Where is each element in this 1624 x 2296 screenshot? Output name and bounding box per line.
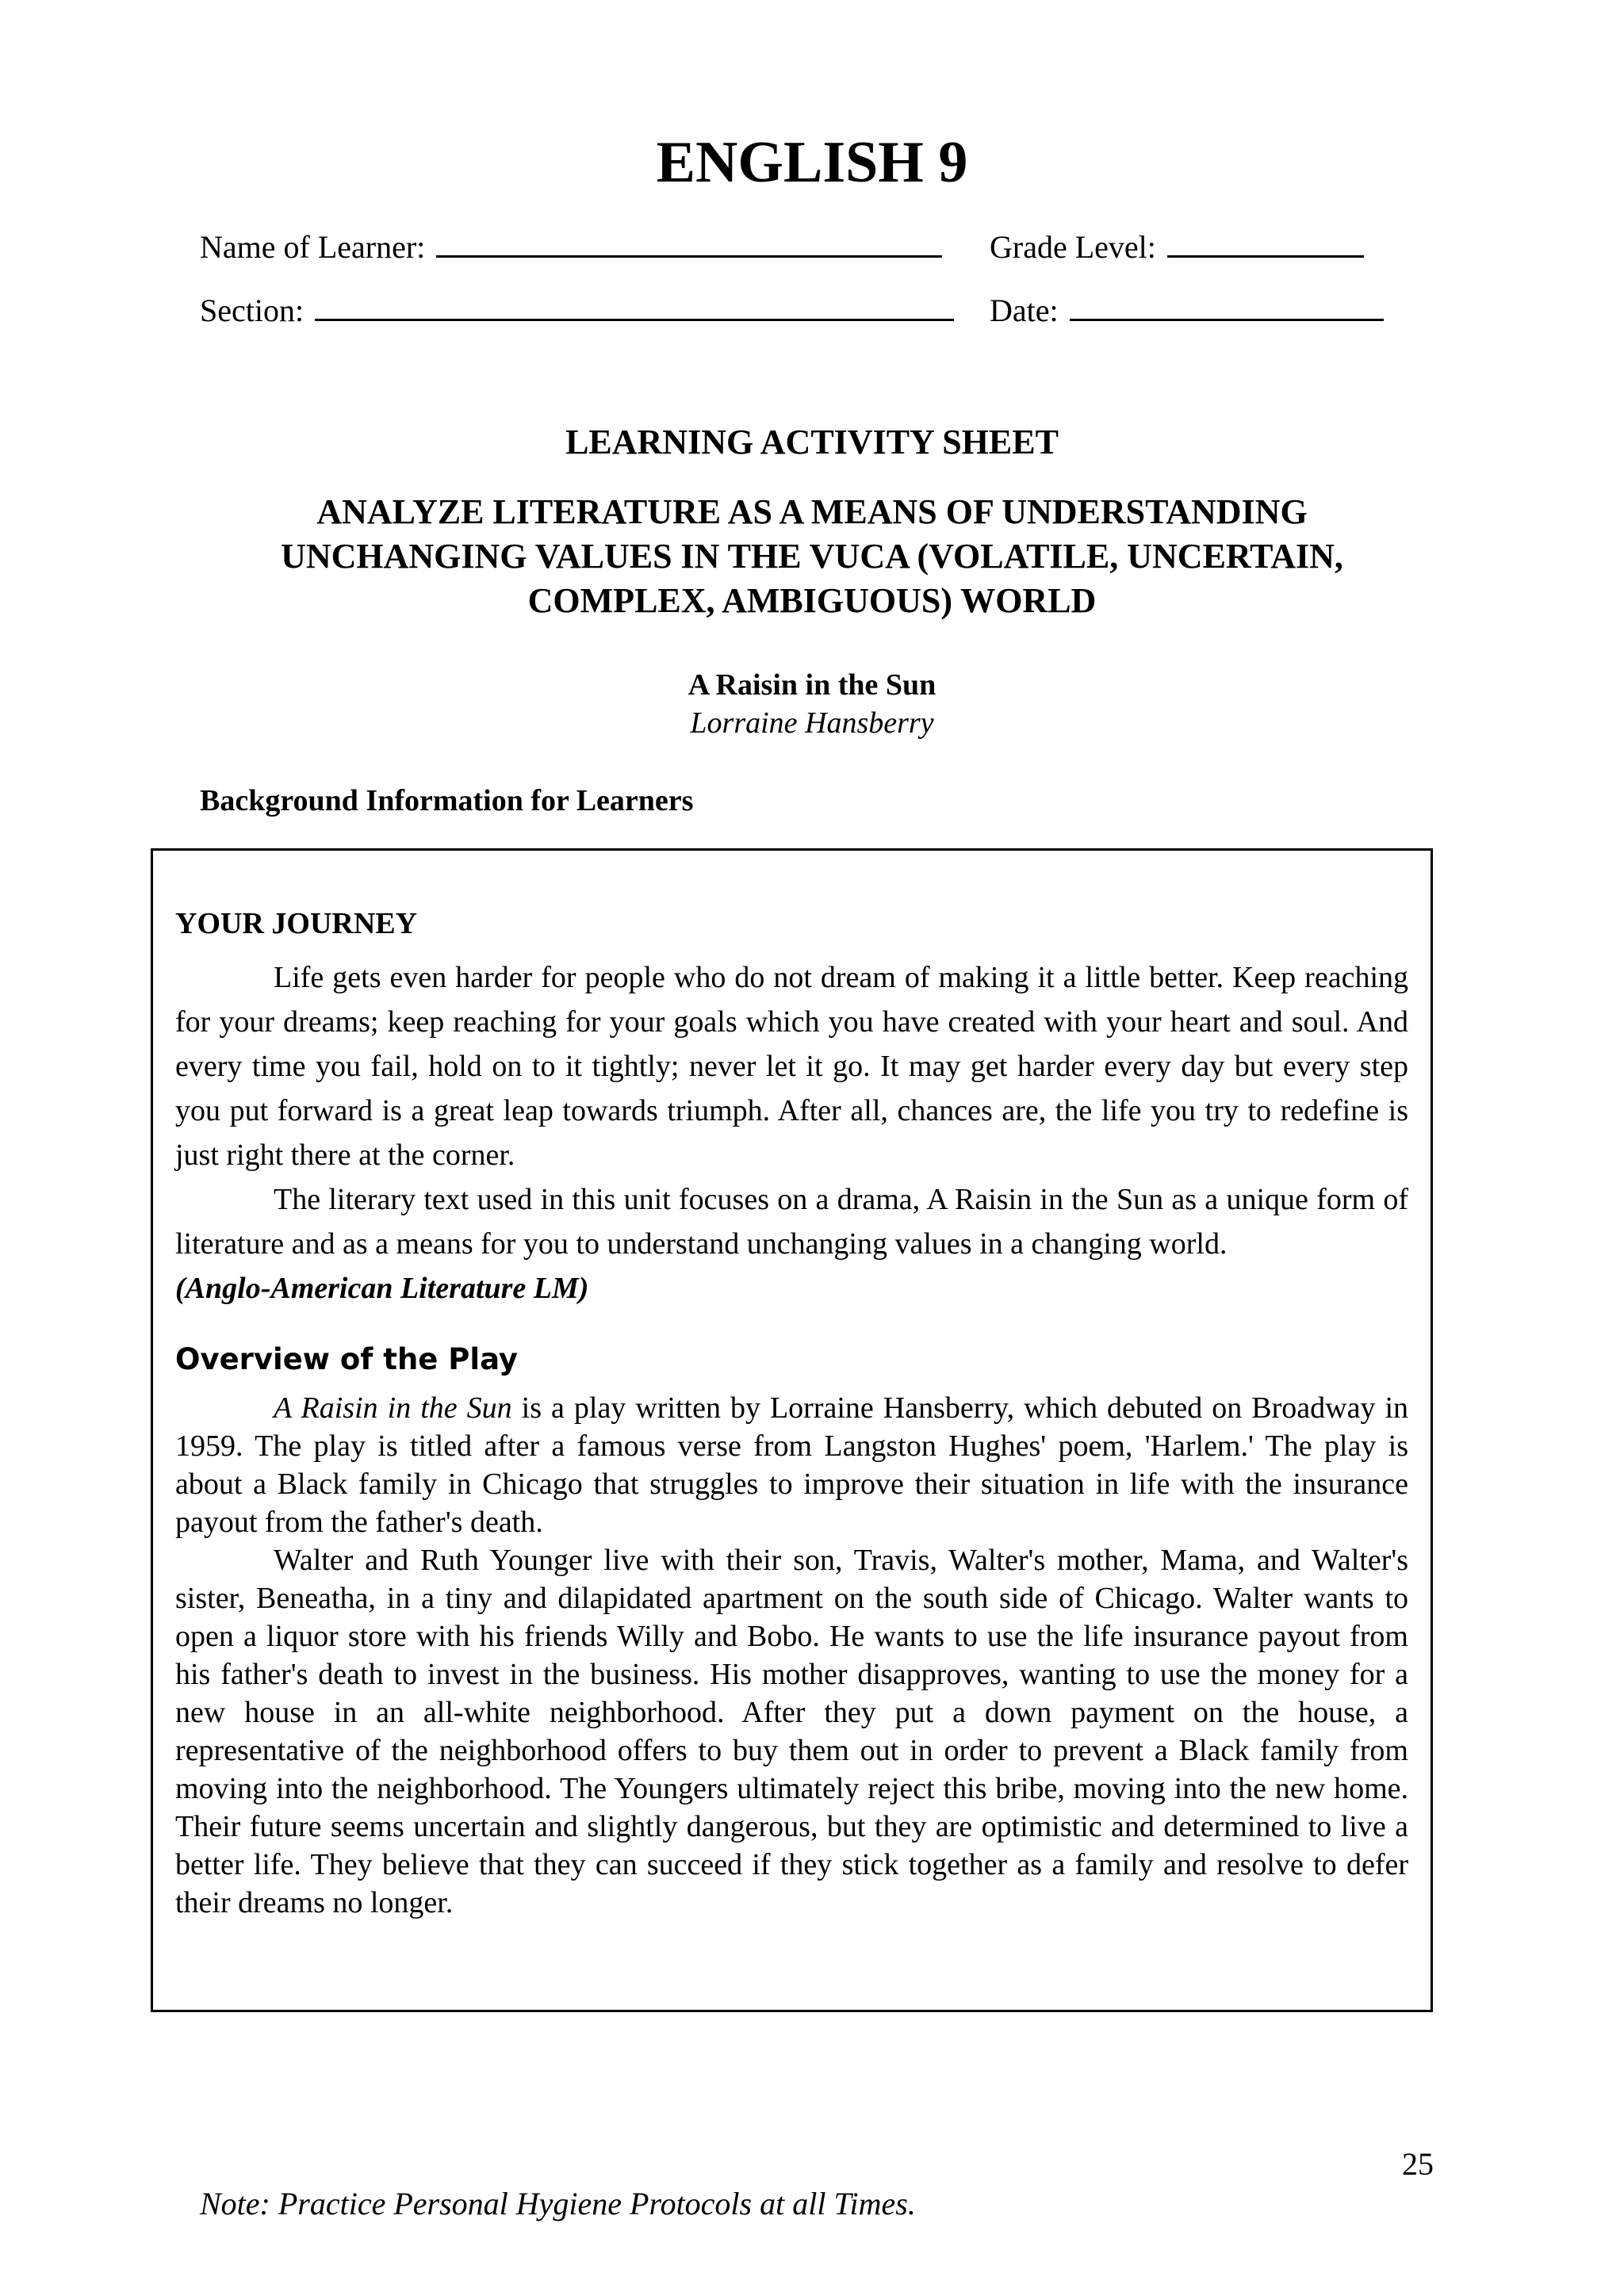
grade-label: Grade Level: (990, 229, 1156, 265)
objective-line-3: COMPLEX, AMBIGUOUS) WORLD (527, 581, 1097, 620)
name-label: Name of Learner: (200, 229, 426, 265)
citation: (Anglo-American Literature LM) (175, 1272, 589, 1305)
background-label: Background Information for Learners (200, 784, 694, 817)
date-label: Date: (990, 293, 1059, 328)
journey-paragraph-2: The literary text used in this unit focuses on a drama, A Raisin in the Sun as a unique form of literature and as a means for you to understand unchanging values in a changing world. (175, 1183, 1408, 1261)
journey-paragraph-1: Life gets even harder for people who do not dream of making it a little better. Keep reaching for your dreams; keep reaching for your goals which you have created with your heart and soul. And every time you fail, hold on to it tightly; never let it go. It may get harder every day but every step you put forward is a great leap towards triumph. After all, chances are, the life you try to redefine is just right there at the corner. (175, 961, 1408, 1172)
work-author: Lorraine Hansberry (690, 706, 934, 740)
work-title: A Raisin in the Sun (688, 668, 936, 702)
section-field[interactable] (200, 295, 954, 327)
section-label: Section: (200, 293, 304, 328)
overview-paragraph-2: Walter and Ruth Younger live with their son, Travis, Walter's mother, Mama, and Walter's sister, Beneatha, in a tiny and dilapidated apartment on the south side of Chicago. Walter wants to open a liquor store with his friends Willy and Bobo. He wants to use the life insurance payout from his father's death to invest in the business. His mother disapproves, wanting to use the money for a new house in an all-white neighborhood. After they put a down payment on the house, a representative of the neighborhood offers to buy them out in order to prevent a Black family from moving into the neighborhood. The Youngers ultimately reject this bribe, moving into the new home. Their future seems uncertain and slightly dangerous, but they are optimistic and determined to live a better life. They believe that they can succeed if they stick together as a family and resolve to defer their dreams no longer. (175, 1544, 1408, 1919)
sheet-label: LEARNING ACTIVITY SHEET (565, 423, 1059, 461)
name-blank[interactable] (436, 232, 942, 258)
name-field[interactable] (200, 229, 942, 265)
date-field[interactable] (990, 295, 1384, 327)
page-number: 25 (1402, 2146, 1434, 2182)
page-title: ENGLISH 9 (656, 130, 968, 195)
objective-line-2: UNCHANGING VALUES IN THE VUCA (VOLATILE, UNCERTAIN, (281, 537, 1343, 576)
play-title-italic: A Raisin in the Sun (274, 1391, 512, 1425)
objective-line-1: ANALYZE LITERATURE AS A MEANS OF UNDERSTANDING (316, 492, 1308, 531)
background-box-content (175, 906, 1408, 1922)
overview-paragraph-1-text: is a play written by Lorraine Hansberry, which debuted on Broadway in 1959. The play is titled after a famous verse from Langston Hughes' poem, 'Harlem.' The play is about a Black family in Chicago that struggles to improve their situation in life with the insurance payout from the father's death. (175, 1391, 1409, 1539)
grade-blank[interactable] (1167, 232, 1364, 258)
section-blank[interactable] (315, 295, 954, 321)
footer-note: Note: Practice Personal Hygiene Protocols at all Times. (200, 2186, 916, 2221)
journey-heading: YOUR JOURNEY (175, 907, 418, 940)
overview-heading: Overview of the Play (175, 1342, 519, 1376)
background-box (151, 848, 1433, 2012)
date-blank[interactable] (1070, 295, 1384, 321)
grade-field[interactable] (990, 229, 1364, 265)
overview-paragraph-1 (175, 1389, 1408, 1541)
